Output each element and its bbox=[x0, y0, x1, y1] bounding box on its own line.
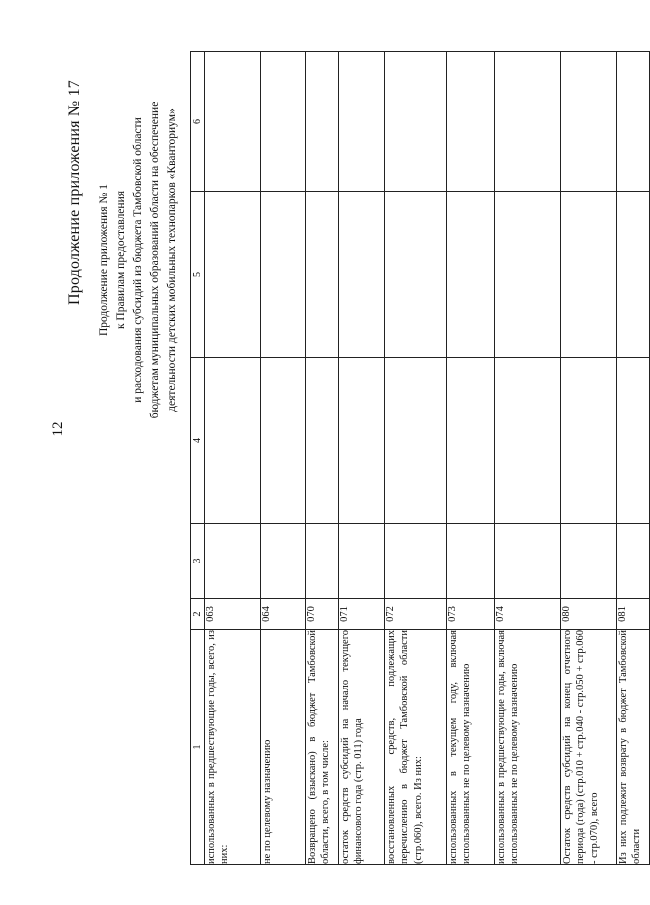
table-row bbox=[617, 52, 650, 865]
value-cell bbox=[339, 52, 385, 192]
row-label: восстановленных средств, подлежащих перечислению в бюджет Тамбовской области (стр.060), всего. Из них: bbox=[385, 630, 447, 865]
value-cell bbox=[447, 358, 495, 524]
value-cell bbox=[261, 192, 306, 358]
column-header: 5 bbox=[191, 192, 205, 358]
value-cell bbox=[561, 524, 617, 599]
appendix-line: бюджетам муниципальных образований области на обеспечение bbox=[149, 101, 161, 419]
column-header: 1 bbox=[191, 630, 205, 865]
value-cell bbox=[561, 52, 617, 192]
value-cell bbox=[617, 52, 650, 192]
value-cell bbox=[306, 524, 339, 599]
value-cell bbox=[339, 524, 385, 599]
table-row bbox=[339, 52, 385, 865]
value-cell bbox=[617, 192, 650, 358]
value-cell bbox=[617, 358, 650, 524]
value-cell bbox=[261, 52, 306, 192]
table-row bbox=[561, 52, 617, 865]
row-code: 063 bbox=[205, 599, 261, 630]
column-header: 3 bbox=[191, 524, 205, 599]
value-cell bbox=[495, 524, 561, 599]
column-header: 6 bbox=[191, 52, 205, 192]
table-row bbox=[447, 52, 495, 865]
page-number: 12 bbox=[50, 421, 66, 437]
appendix-line: и расходования субсидий из бюджета Тамбовской области bbox=[132, 117, 144, 403]
value-cell bbox=[561, 192, 617, 358]
value-cell bbox=[205, 192, 261, 358]
table-row bbox=[261, 52, 306, 865]
value-cell bbox=[561, 358, 617, 524]
value-cell bbox=[385, 358, 447, 524]
value-cell bbox=[205, 358, 261, 524]
value-cell bbox=[447, 52, 495, 192]
value-cell bbox=[261, 358, 306, 524]
row-code: 073 bbox=[447, 599, 495, 630]
value-cell bbox=[339, 192, 385, 358]
row-code: 064 bbox=[261, 599, 306, 630]
value-cell bbox=[385, 192, 447, 358]
value-cell bbox=[205, 52, 261, 192]
row-code: 080 bbox=[561, 599, 617, 630]
row-code: 071 bbox=[339, 599, 385, 630]
value-cell bbox=[495, 192, 561, 358]
value-cell bbox=[385, 524, 447, 599]
row-label: не по целевому назначению bbox=[261, 630, 306, 865]
value-cell bbox=[617, 524, 650, 599]
appendix-line: Продолжение приложения № 1 bbox=[98, 183, 110, 337]
appendix-title: Продолжение приложения № 17 bbox=[66, 80, 83, 305]
report-table bbox=[190, 51, 650, 865]
row-label: остаток средств субсидий на начало текущего финансового года (стр. 011) года bbox=[339, 630, 385, 865]
table-row bbox=[205, 52, 261, 865]
column-header: 4 bbox=[191, 358, 205, 524]
row-label: использованных в текущем году, включая использованных не по целевому назначению bbox=[447, 630, 495, 865]
table-row bbox=[495, 52, 561, 865]
table-header-row bbox=[191, 52, 205, 865]
value-cell bbox=[495, 358, 561, 524]
row-label: использованных в предшествующие годы, всего, из них: bbox=[205, 630, 261, 865]
value-cell bbox=[339, 358, 385, 524]
appendix-line: к Правилам предоставления bbox=[115, 190, 127, 330]
row-label: Возвращено (взыскано) в бюджет Тамбовской области, всего, в том числе: bbox=[306, 630, 339, 865]
value-cell bbox=[205, 524, 261, 599]
row-label: Остаток средств субсидий на конец отчетного периода (года) (стр.010 + стр.040 - стр.050 + стр.060 - стр.070), всего bbox=[561, 630, 617, 865]
row-code: 074 bbox=[495, 599, 561, 630]
appendix-line: деятельности детских мобильных технопарков «Кванториум» bbox=[166, 108, 178, 412]
row-label: использованных в предшествующие годы, включая использованных не по целевому назначению bbox=[495, 630, 561, 865]
row-code: 072 bbox=[385, 599, 447, 630]
value-cell bbox=[385, 52, 447, 192]
table-row bbox=[385, 52, 447, 865]
value-cell bbox=[447, 192, 495, 358]
row-code: 070 bbox=[306, 599, 339, 630]
value-cell bbox=[306, 192, 339, 358]
value-cell bbox=[261, 524, 306, 599]
row-code: 081 bbox=[617, 599, 650, 630]
value-cell bbox=[306, 358, 339, 524]
value-cell bbox=[495, 52, 561, 192]
table-row bbox=[306, 52, 339, 865]
appendix-caption bbox=[96, 70, 181, 450]
row-label: Из них подлежит возврату в бюджет Тамбовской области bbox=[617, 630, 650, 865]
value-cell bbox=[306, 52, 339, 192]
value-cell bbox=[447, 524, 495, 599]
column-header: 2 bbox=[191, 599, 205, 630]
